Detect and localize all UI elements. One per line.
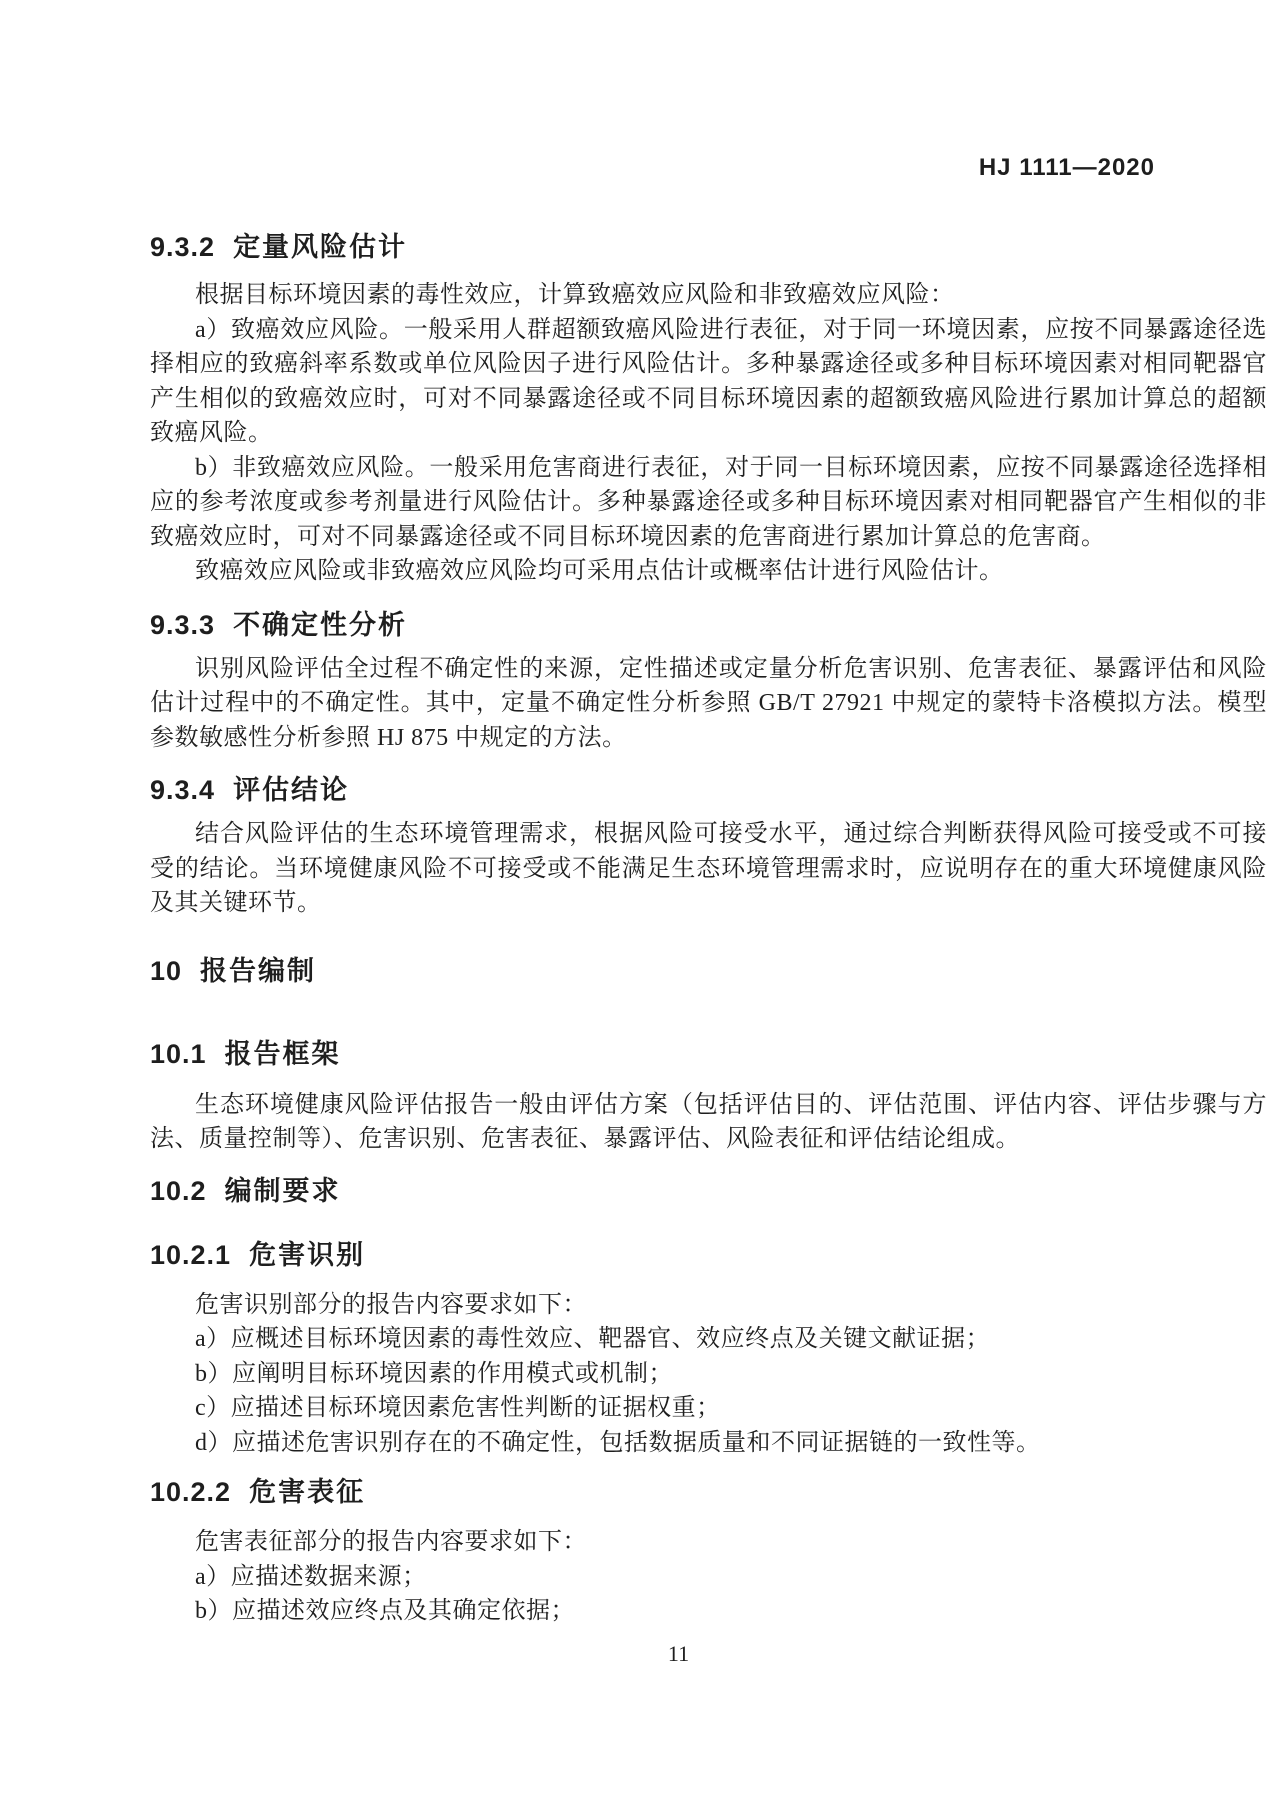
list-item-10-2-2-b: b）应描述效应终点及其确定依据； bbox=[195, 1598, 575, 1624]
section-title: 报告框架 bbox=[224, 1038, 341, 1069]
section-heading-9-3-3 bbox=[150, 607, 1267, 643]
section-heading-10-2-2 bbox=[150, 1474, 1267, 1510]
section-heading-10-2 bbox=[150, 1173, 1267, 1209]
list-item-10-2-2-a: a）应描述数据来源； bbox=[195, 1563, 427, 1590]
page-content bbox=[150, 0, 1267, 1668]
standard-number-header: HJ 1111—2020 bbox=[978, 154, 1155, 181]
paragraph-9-3-3-body: 识别风险评估全过程不确定性的来源，定性描述或定量分析危害识别、危害表征、暴露评估和风险估计过程中的不确定性。其中，定量不确定性分析参照 GB/T 27921 中规定的蒙特卡洛模拟方法。模型参数敏感性分析参照 HJ 875 中规定的方法。 bbox=[150, 655, 1267, 751]
section-number: 9.3.2 bbox=[150, 232, 216, 262]
section-title: 危害识别 bbox=[249, 1239, 366, 1270]
paragraph-9-3-2-intro: 根据目标环境因素的毒性效应，计算致癌效应风险和非致癌效应风险： bbox=[195, 282, 955, 308]
paragraph-10-2-1-intro: 危害识别部分的报告内容要求如下： bbox=[195, 1291, 587, 1318]
section-number: 10.2.1 bbox=[150, 1239, 232, 1270]
paragraph-9-3-2-item-a: a）致癌效应风险。一般采用人群超额致癌风险进行表征，对于同一环境因素，应按不同暴露途径选择相应的致癌斜率系数或单位风险因子进行风险估计。多种暴露途径或多种目标环境因素对相同靶器官产生相似的致癌效应时，可对不同暴露途径或不同目标环境因素的超额致癌风险进行累加计算总的超额致癌风险。 bbox=[150, 316, 1267, 446]
section-title: 危害表征 bbox=[249, 1477, 366, 1507]
section-number: 10.2 bbox=[150, 1175, 207, 1206]
section-title: 定量风险估计 bbox=[233, 232, 408, 262]
list-item-10-2-1-a: a）应概述目标环境因素的毒性效应、靶器官、效应终点及关键文献证据； bbox=[195, 1326, 991, 1352]
list-item-10-2-1-b: b）应阐明目标环境因素的作用模式或机制； bbox=[195, 1360, 673, 1387]
section-title: 评估结论 bbox=[233, 775, 350, 805]
list-item-10-2-1-c: c）应描述目标环境因素危害性判断的证据权重； bbox=[195, 1395, 721, 1421]
paragraph-9-3-2-closing: 致癌效应风险或非致癌效应风险均可采用点估计或概率估计进行风险估计。 bbox=[195, 558, 1004, 584]
section-number: 9.3.4 bbox=[150, 775, 216, 805]
section-heading-9-3-4 bbox=[150, 772, 1267, 808]
section-title: 编制要求 bbox=[224, 1175, 341, 1206]
chapter-title: 报告编制 bbox=[200, 955, 317, 986]
page-number: 11 bbox=[667, 1640, 690, 1666]
section-number: 10.2.2 bbox=[150, 1477, 232, 1507]
paragraph-9-3-4-body: 结合风险评估的生态环境管理需求，根据风险可接受水平，通过综合判断获得风险可接受或不可接受的结论。当环境健康风险不可接受或不能满足生态环境管理需求时，应说明存在的重大环境健康风险及其关键环节。 bbox=[150, 821, 1267, 916]
section-number: 9.3.3 bbox=[150, 609, 216, 640]
section-heading-9-3-2 bbox=[150, 229, 1267, 265]
paragraph-9-3-2-item-b: b）非致癌效应风险。一般采用危害商进行表征，对于同一目标环境因素，应按不同暴露途径选择相应的参考浓度或参考剂量进行风险估计。多种暴露途径或多种目标环境因素对相同靶器官产生相似的非致癌效应时，可对不同暴露途径或不同目标环境因素的危害商进行累加计算总的危害商。 bbox=[150, 454, 1267, 550]
chapter-heading-10 bbox=[150, 953, 1267, 989]
list-item-10-2-1-d: d）应描述危害识别存在的不确定性，包括数据质量和不同证据链的一致性等。 bbox=[195, 1429, 1041, 1456]
chapter-number: 10 bbox=[150, 955, 183, 986]
paragraph-10-2-2-intro: 危害表征部分的报告内容要求如下： bbox=[195, 1529, 587, 1555]
section-number: 10.1 bbox=[150, 1038, 207, 1069]
section-heading-10-1 bbox=[150, 1036, 1267, 1072]
section-heading-10-2-1 bbox=[150, 1237, 1267, 1273]
section-title: 不确定性分析 bbox=[233, 609, 408, 640]
paragraph-10-1-body: 生态环境健康风险评估报告一般由评估方案（包括评估目的、评估范围、评估内容、评估步骤与方法、质量控制等）、危害识别、危害表征、暴露评估、风险表征和评估结论组成。 bbox=[150, 1091, 1267, 1152]
